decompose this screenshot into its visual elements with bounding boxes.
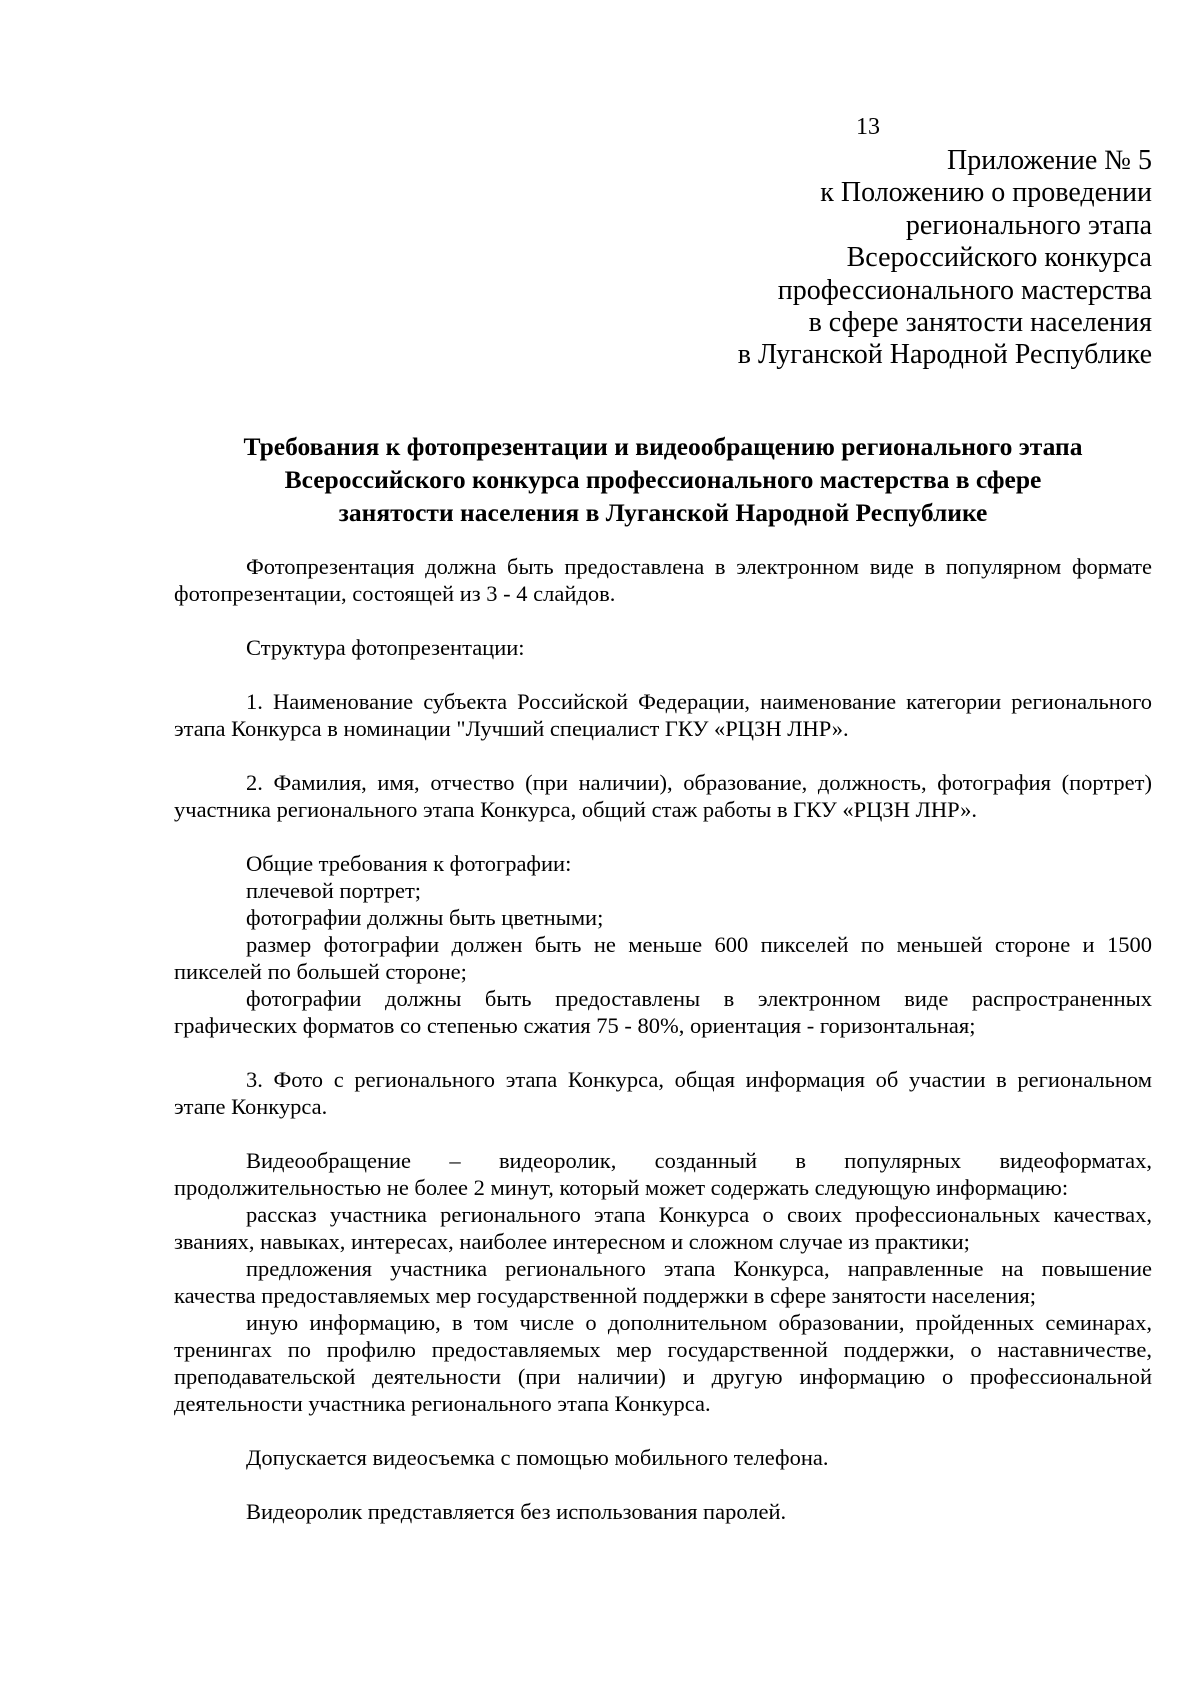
appendix-line: регионального этапа [905,209,1152,241]
appendix-line: Приложение № 5 [947,145,1152,176]
title-line: Требования к фотопрезентации и видеообращению регионального этапа [243,432,1083,461]
appendix-reference [738,145,1152,372]
photo-requirements-heading: Общие требования к фотографии: [246,851,572,876]
appendix-line: профессионального мастерства [777,274,1152,306]
video-content-item: иную информацию, в том числе о дополнительном образовании, пройденных семинарах, тренингах по профилю предоставляемых мер государственной поддержки, о наставничестве, преподавательской деятельности (при наличии) и другую информацию о профессиональной деятельности участника регионального этапа Конкурса. [174,1310,1152,1416]
password-note: Видеоролик представляется без использования паролей. [246,1499,787,1524]
video-intro: Видеообращение – видеоролик, созданный в популярных видеоформатах, продолжительностью не более 2 минут, который может содержать следующую информацию: [174,1148,1152,1200]
photo-requirement: фотографии должны быть предоставлены в электронном виде распространенных графических форматов со степенью сжатия 75 - 80%, ориентация - горизонтальная; [174,986,1152,1038]
video-content-item: предложения участника регионального этапа Конкурса, направленные на повышение качества предоставляемых мер государственной поддержки в сфере занятости населения; [174,1256,1152,1308]
document-title [174,430,1152,529]
structure-item-2: 2. Фамилия, имя, отчество (при наличии), образование, должность, фотография (портрет) участника регионального этапа Конкурса, общий стаж работы в ГКУ «РЦЗН ЛНР». [174,770,1152,822]
appendix-line: в сфере занятости населения [808,307,1152,339]
photo-presentation-intro: Фотопрезентация должна быть предоставлена в электронном виде в популярном формате фотопрезентации, состоящей из 3 - 4 слайдов. [174,554,1152,606]
structure-item-3: 3. Фото с регионального этапа Конкурса, общая информация об участии в региональном этапе Конкурса. [174,1067,1152,1119]
document-body [174,553,1152,1525]
title-line: Всероссийского конкурса профессионального мастерства в сфере [284,465,1042,494]
photo-requirement: плечевой портрет; [246,878,422,903]
photo-requirement: фотографии должны быть цветными; [246,905,604,930]
page-number: 13 [856,114,880,140]
structure-heading: Структура фотопрезентации: [246,635,525,660]
appendix-line: Всероссийского конкурса [846,242,1152,274]
mobile-note: Допускается видеосъемка с помощью мобильного телефона. [246,1445,829,1470]
title-line: занятости населения в Луганской Народной Республике [338,498,988,527]
appendix-line: в Луганской Народной Республике [737,339,1152,371]
appendix-line: к Положению о проведении [820,177,1152,209]
structure-item-1: 1. Наименование субъекта Российской Федерации, наименование категории регионального этапа Конкурса в номинации "Лучший специалист ГКУ «РЦЗН ЛНР». [174,689,1152,741]
photo-requirement: размер фотографии должен быть не меньше 600 пикселей по меньшей стороне и 1500 пикселей по большей стороне; [174,932,1152,984]
video-content-item: рассказ участника регионального этапа Конкурса о своих профессиональных качествах, званиях, навыках, интересах, наиболее интересном и сложном случае из практики; [174,1202,1152,1254]
